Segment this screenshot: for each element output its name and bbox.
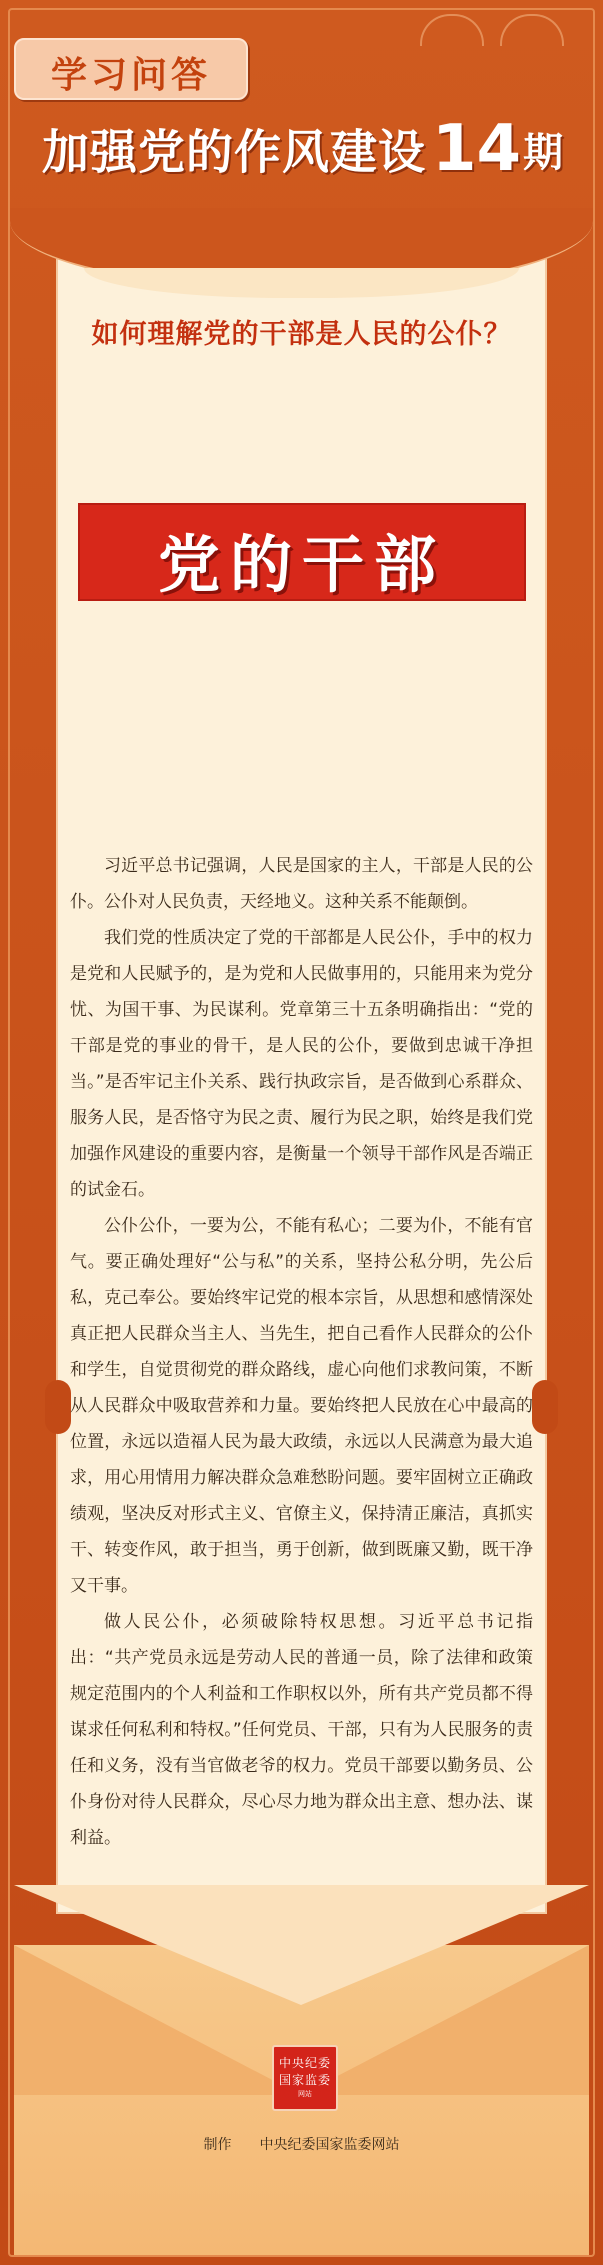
paragraph: 做人民公仆，必须破除特权思想。习近平总书记指出：“共产党员永远是劳动人民的普通一员，除了法律和政策规定范围内的个人利益和工作职权以外，所有共产党员都不得谋求任何私利和特权。”任何党员、干部，只有为人民服务的责任和义务，没有当官做老爷的权力。党员干部要以勤务员、公仆身份对待人民群众，尽心尽力地为群众出主意、想办法、谋利益。 — [70, 1612, 533, 1848]
paragraph: 公仆公仆，一要为公，不能有私心；二要为仆，不能有官气。要正确处理好“公与私”的关系，坚持公私分明，先公后私，克己奉公。要始终牢记党的根本宗旨，从思想和感情深处真正把人民群众当主人、当先生，把自己看作人民群众的公仆和学生，自觉贯彻党的群众路线，虚心向他们求教问策，不断从人民群众中吸取营养和力量。要始终把人民放在心中最高的位置，永远以造福人民为最大政绩，永远以人民满意为最大追求，用心用情用力解决群众急难愁盼问题。要牢固树立正确政绩观，坚决反对形式主义、官僚主义，保持清正廉洁，真抓实干、转变作风，敢于担当，勇于创新，做到既廉又勤，既干净又干事。 — [70, 1216, 533, 1596]
page-title — [42, 112, 564, 186]
issue-number: 14 — [432, 112, 522, 186]
seal-line: 网站 — [298, 2090, 312, 2098]
side-notch-left — [45, 1380, 71, 1434]
side-notch-right — [532, 1380, 558, 1434]
credit-org: 中央纪委国家监委网站 — [259, 2137, 400, 2153]
series-badge — [14, 38, 248, 100]
article-body — [70, 848, 533, 1856]
series-badge-label: 学习问答 — [50, 55, 211, 96]
paragraph: 习近平总书记强调，人民是国家的主人，干部是人民的公仆。公仆对人民负责，天经地义。这种关系不能颠倒。 — [70, 856, 533, 912]
publisher-seal — [272, 2045, 338, 2111]
question-heading: 如何理解党的干部是人民的公仆？ — [91, 319, 512, 350]
topic-banner-text: 党的干部 — [157, 528, 446, 601]
credit-line — [0, 2134, 603, 2154]
credit-label: 制作 — [203, 2137, 232, 2153]
envelope-flap — [14, 1885, 589, 2005]
seal-line: 中央纪委 — [278, 2056, 331, 2070]
issue-suffix: 期 — [523, 129, 564, 176]
paragraph: 我们党的性质决定了党的干部都是人民公仆，手中的权力是党和人民赋予的，是为党和人民做事用的，只能用来为党分忧、为国干事、为民谋利。党章第三十五条明确指出：“党的干部是党的事业的骨干，是人民的公仆，要做到忠诚干净担当。”是否牢记主仆关系、践行执政宗旨，是否做到心系群众、服务人民，是否恪守为民之责、履行为民之职，始终是我们党加强作风建设的重要内容，是衡量一个领导干部作风是否端正的试金石。 — [70, 928, 533, 1200]
seal-line: 国家监委 — [278, 2073, 331, 2087]
title-text: 加强党的作风建设 — [42, 125, 426, 181]
topic-banner — [80, 505, 524, 599]
